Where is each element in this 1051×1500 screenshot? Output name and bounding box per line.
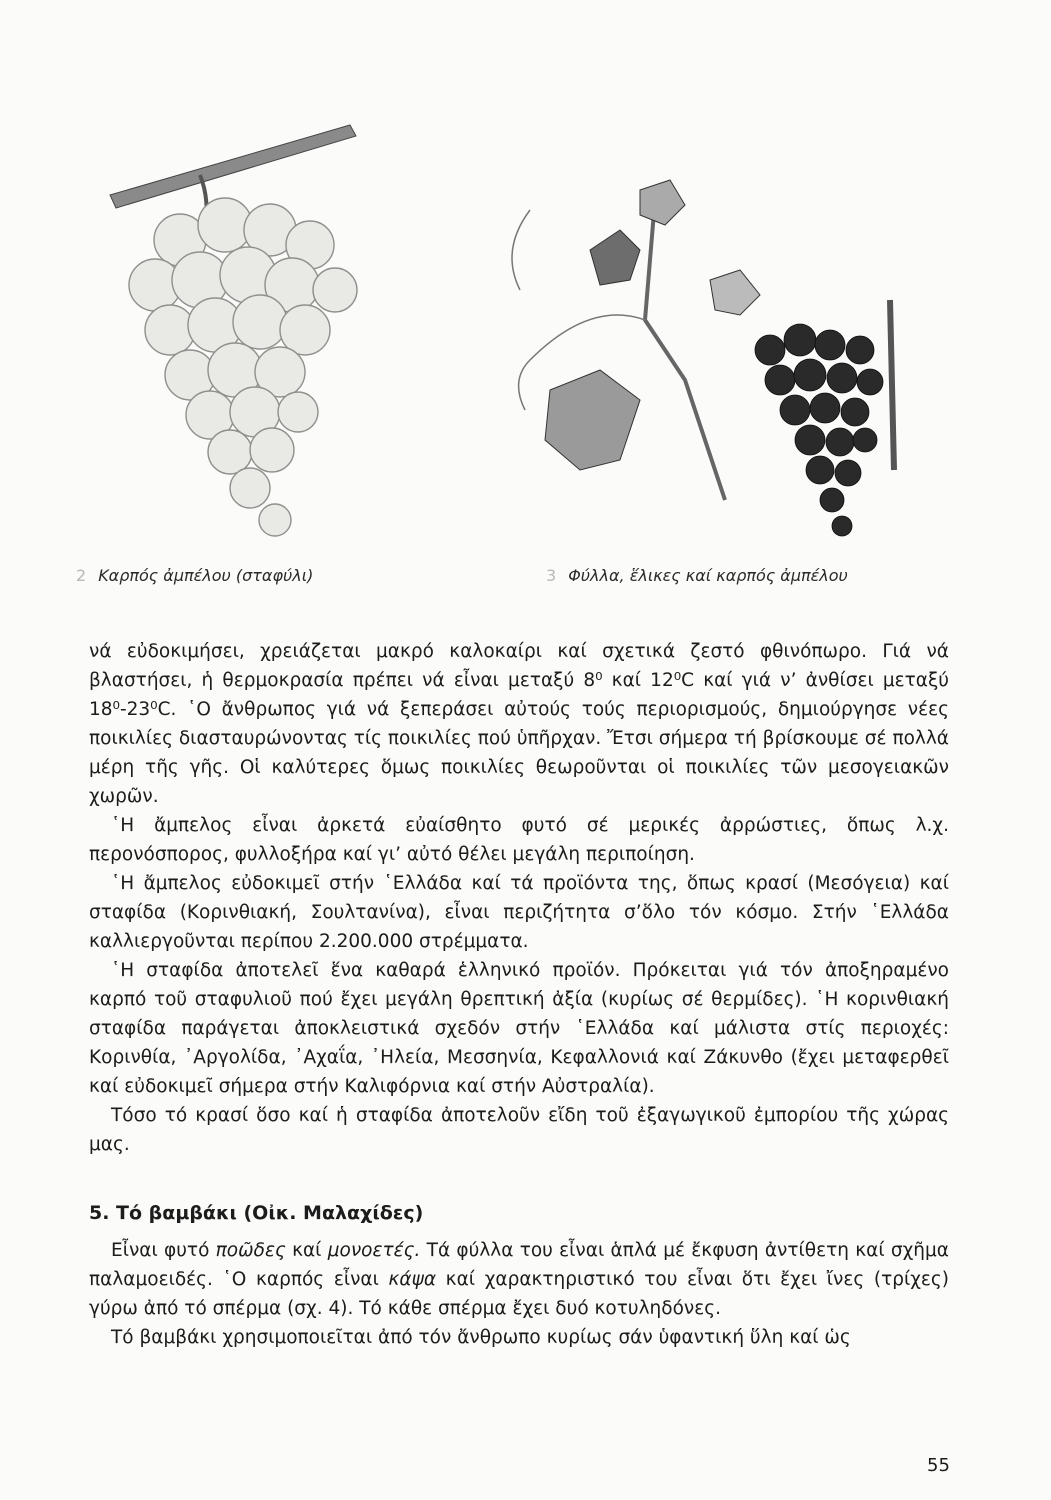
text-run: Εἶναι φυτό (111, 1240, 216, 1261)
caption-text: Καρπός ἀμπέλου (σταφύλι) (98, 566, 314, 585)
text-run: καί χαρακτηριστικό του εἶναι ὅτι ἔχει ἴνες (τρίχες) γύρω ἀπό τό σπέρμα (σχ. 4). Τό κάθε σπέρμα ἔχει δυό κοτυληδόνες. (89, 1269, 950, 1319)
paragraph: ῾Η ἄμπελος εἶναι ἀρκετά εὐαίσθητο φυτό σέ μερικές ἀρρώστιες, ὅπως λ.χ. περονόσπορος, φυλλοξήρα καί γι’ αὐτό θέλει μεγάλη περιποίηση. (89, 815, 949, 865)
page-number: 55 (927, 1455, 950, 1476)
paragraph: Τόσο τό κρασί ὅσο καί ἡ σταφίδα ἀποτελοῦν εἴδη τοῦ ἐξαγωγικοῦ ἐμπορίου τῆς χώρας μας. (89, 1105, 949, 1155)
main-text (89, 637, 949, 1159)
figure-number: 3 (546, 566, 557, 585)
section-text (89, 1236, 949, 1352)
figure-caption (546, 566, 848, 585)
emphasis: ποῶδες (215, 1240, 286, 1261)
paragraph: νά εὐδοκιμήσει, χρειάζεται μακρό καλοκαίρι καί σχετικά ζεστό φθινόπωρο. Γιά νά βλαστήσει, ἡ θερμοκρασία πρέπει νά εἶναι μεταξύ 8⁰ καί 12⁰C καί γιά ν’ ἀνθίσει μεταξύ 18⁰-23⁰C. ῾Ο ἄνθρωπος γιά νά ξεπεράσει αὐτούς τούς περιορισμούς, δημιούργησε νέες ποικιλίες διασταυρώνοντας τίς ποικιλίες πού ὑπῆρχαν. Ἔτσι σήμερα τή βρίσκουμε σέ πολλά μέρη τῆς γῆς. Οἱ καλύτερες ὅμως ποικιλίες θεωροῦνται οἱ ποικιλίες τῶν μεσογειακῶν χωρῶν. (89, 641, 949, 807)
text-run: καί (285, 1240, 328, 1261)
emphasis: κάψα (388, 1269, 437, 1290)
paragraph (89, 1236, 949, 1323)
vine-leaves-illustration (470, 170, 950, 560)
paragraph: ῾Η ἄμπελος εὐδοκιμεῖ στήν ῾Ελλάδα καί τά προϊόντα της, ὅπως κρασί (Μεσόγεια) καί σταφίδα (Κορινθιακή, Σουλτανίνα), εἶναι περιζήτητα σ’ὅλο τόν κόσμο. Στήν ῾Ελλάδα καλλιεργοῦνται περίπου 2.200.000 στρέμματα. (89, 873, 949, 952)
emphasis: μονοετές. (327, 1240, 421, 1261)
grape-bunch-illustration (60, 90, 430, 560)
text-run: Τά φύλλα του εἶναι ἁπλά μέ ἔκφυση ἀντίθετη καί σχῆμα παλαμοειδές. ῾Ο καρπός εἶναι (89, 1240, 949, 1290)
section-heading: 5. Τό βαμβάκι (Οἰκ. Μαλαχίδες) (89, 1202, 424, 1224)
paragraph: ῾Η σταφίδα ἀποτελεῖ ἕνα καθαρά ἑλληνικό προϊόν. Πρόκειται γιά τόν ἀποξηραμένο καρπό τοῦ σταφυλιοῦ πού ἔχει μεγάλη θρεπτική ἀξία (κυρίως σέ θερμίδες). ῾Η κορινθιακή σταφίδα παράγεται ἀποκλειστικά σχεδόν στήν ῾Ελλάδα καί μάλιστα στίς περιοχές: Κορινθία, ᾿Αργολίδα, ᾿Αχαΐα, ᾿Ηλεία, Μεσσηνία, Κεφαλλονιά καί Ζάκυνθο (ἔχει μεταφερθεῖ καί εὐδοκιμεῖ σήμερα στήν Καλιφόρνια καί στήν Αὐστραλία). (89, 960, 949, 1097)
caption-text: Φύλλα, ἕλικες καί καρπός ἀμπέλου (568, 566, 848, 585)
paragraph: Τό βαμβάκι χρησιμοποιεῖται ἀπό τόν ἄνθρωπο κυρίως σάν ὑφαντική ὕλη καί ὡς (111, 1327, 851, 1348)
figure-caption (76, 566, 313, 585)
figure-number: 2 (76, 566, 87, 585)
